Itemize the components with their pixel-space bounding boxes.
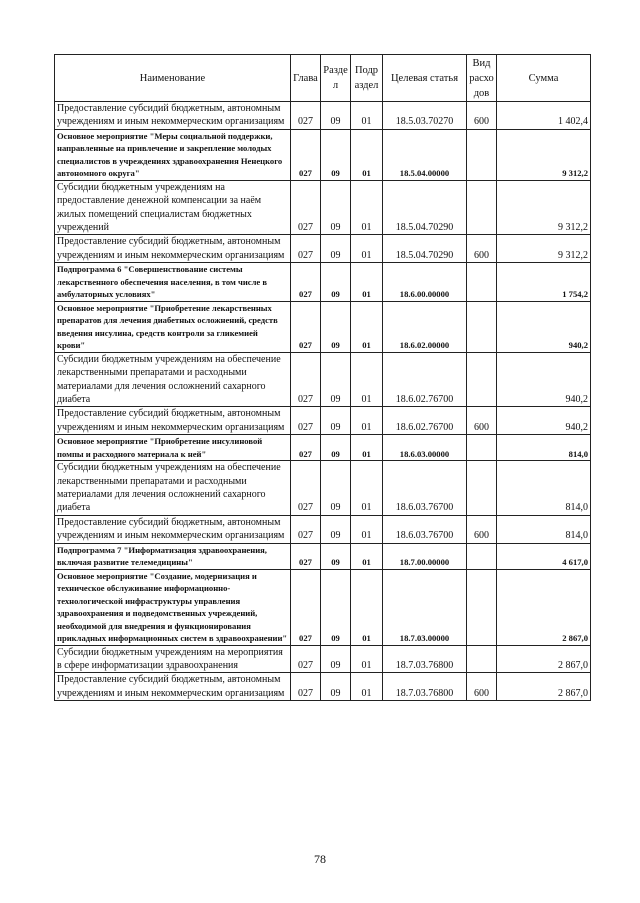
table-row bbox=[55, 180, 591, 235]
cell-name: Подпрограмма 6 "Совершенствование системы лекарственного обеспечения населения, в том числе в амбулаторных условиях" bbox=[55, 263, 291, 302]
cell-target: 18.6.00.00000 bbox=[383, 263, 467, 302]
table-row bbox=[55, 515, 591, 543]
cell-subsection: 01 bbox=[351, 129, 383, 180]
cell-section: 09 bbox=[321, 407, 351, 435]
table-body bbox=[55, 102, 591, 701]
cell-section: 09 bbox=[321, 515, 351, 543]
cell-name: Предоставление субсидий бюджетным, автономным учреждениям и иным некоммерческим организациям bbox=[55, 673, 291, 701]
cell-target: 18.5.04.70290 bbox=[383, 235, 467, 263]
table-row bbox=[55, 407, 591, 435]
table-row bbox=[55, 461, 591, 516]
cell-expense: 600 bbox=[467, 407, 497, 435]
cell-name: Подпрограмма 7 "Информатизация здравоохранения, включая развитие телемедицины" bbox=[55, 543, 291, 569]
cell-section: 09 bbox=[321, 673, 351, 701]
cell-target: 18.5.04.00000 bbox=[383, 129, 467, 180]
cell-subsection: 01 bbox=[351, 235, 383, 263]
cell-expense bbox=[467, 180, 497, 235]
cell-chapter: 027 bbox=[291, 435, 321, 461]
table-row bbox=[55, 263, 591, 302]
header-section: Разде л bbox=[321, 55, 351, 102]
cell-subsection: 01 bbox=[351, 407, 383, 435]
cell-expense: 600 bbox=[467, 235, 497, 263]
cell-name: Основное мероприятие "Создание, модернизация и техническое обслуживание информационно-технологической инфраструктуры управления здравоохранения и подведомственных учреждений, необходимой для внедрения и функционирования прикладных информационных систем в здравоохранении" bbox=[55, 569, 291, 645]
cell-section: 09 bbox=[321, 301, 351, 352]
cell-name: Субсидии бюджетным учреждениям на обеспечение лекарственными препаратами и расходными материалами для лечения осложнений сахарного диабета bbox=[55, 352, 291, 407]
cell-section: 09 bbox=[321, 180, 351, 235]
table-row bbox=[55, 569, 591, 645]
cell-subsection: 01 bbox=[351, 569, 383, 645]
cell-sum: 2 867,0 bbox=[497, 569, 591, 645]
cell-subsection: 01 bbox=[351, 645, 383, 673]
table-row bbox=[55, 435, 591, 461]
table-row bbox=[55, 102, 591, 130]
cell-section: 09 bbox=[321, 543, 351, 569]
header-target: Целевая статья bbox=[383, 55, 467, 102]
cell-section: 09 bbox=[321, 352, 351, 407]
cell-chapter: 027 bbox=[291, 102, 321, 130]
cell-chapter: 027 bbox=[291, 515, 321, 543]
cell-sum: 940,2 bbox=[497, 407, 591, 435]
cell-chapter: 027 bbox=[291, 263, 321, 302]
cell-subsection: 01 bbox=[351, 301, 383, 352]
cell-target: 18.6.03.76700 bbox=[383, 515, 467, 543]
budget-table bbox=[54, 54, 591, 701]
cell-target: 18.6.02.76700 bbox=[383, 352, 467, 407]
header-subsection: Подр аздел bbox=[351, 55, 383, 102]
cell-name: Предоставление субсидий бюджетным, автономным учреждениям и иным некоммерческим организациям bbox=[55, 407, 291, 435]
cell-sum: 814,0 bbox=[497, 461, 591, 516]
table-row bbox=[55, 543, 591, 569]
cell-expense: 600 bbox=[467, 673, 497, 701]
cell-chapter: 027 bbox=[291, 180, 321, 235]
cell-expense bbox=[467, 129, 497, 180]
cell-target: 18.5.04.70290 bbox=[383, 180, 467, 235]
cell-target: 18.6.02.76700 bbox=[383, 407, 467, 435]
cell-name: Субсидии бюджетным учреждениям на мероприятия в сфере информатизации здравоохранения bbox=[55, 645, 291, 673]
cell-expense bbox=[467, 569, 497, 645]
cell-expense bbox=[467, 263, 497, 302]
cell-name: Предоставление субсидий бюджетным, автономным учреждениям и иным некоммерческим организациям bbox=[55, 515, 291, 543]
cell-subsection: 01 bbox=[351, 435, 383, 461]
cell-subsection: 01 bbox=[351, 461, 383, 516]
header-chapter: Глава bbox=[291, 55, 321, 102]
cell-sum: 814,0 bbox=[497, 515, 591, 543]
cell-sum: 1 402,4 bbox=[497, 102, 591, 130]
cell-section: 09 bbox=[321, 235, 351, 263]
cell-name: Субсидии бюджетным учреждениям на предоставление денежной компенсации за наём жилых помещений специалистам бюджетных учреждений bbox=[55, 180, 291, 235]
cell-subsection: 01 bbox=[351, 673, 383, 701]
cell-name: Предоставление субсидий бюджетным, автономным учреждениям и иным некоммерческим организациям bbox=[55, 235, 291, 263]
cell-name: Основное мероприятие "Меры социальной поддержки, направленные на привлечение и закрепление молодых специалистов в учреждениях здравоохранения Ненецкого автономного округа" bbox=[55, 129, 291, 180]
cell-chapter: 027 bbox=[291, 301, 321, 352]
cell-sum: 1 754,2 bbox=[497, 263, 591, 302]
cell-name: Субсидии бюджетным учреждениям на обеспечение лекарственными препаратами и расходными материалами для лечения осложнений сахарного диабета bbox=[55, 461, 291, 516]
cell-chapter: 027 bbox=[291, 569, 321, 645]
cell-subsection: 01 bbox=[351, 102, 383, 130]
cell-subsection: 01 bbox=[351, 180, 383, 235]
table-row bbox=[55, 645, 591, 673]
cell-target: 18.5.03.70270 bbox=[383, 102, 467, 130]
cell-target: 18.6.03.00000 bbox=[383, 435, 467, 461]
table-row bbox=[55, 673, 591, 701]
header-sum: Сумма bbox=[497, 55, 591, 102]
cell-target: 18.6.03.76700 bbox=[383, 461, 467, 516]
cell-section: 09 bbox=[321, 263, 351, 302]
cell-section: 09 bbox=[321, 569, 351, 645]
cell-expense bbox=[467, 435, 497, 461]
cell-sum: 814,0 bbox=[497, 435, 591, 461]
cell-target: 18.7.00.00000 bbox=[383, 543, 467, 569]
table-row bbox=[55, 235, 591, 263]
cell-target: 18.7.03.00000 bbox=[383, 569, 467, 645]
cell-section: 09 bbox=[321, 645, 351, 673]
cell-name: Предоставление субсидий бюджетным, автономным учреждениям и иным некоммерческим организациям bbox=[55, 102, 291, 130]
cell-sum: 9 312,2 bbox=[497, 235, 591, 263]
cell-section: 09 bbox=[321, 102, 351, 130]
cell-target: 18.7.03.76800 bbox=[383, 673, 467, 701]
cell-subsection: 01 bbox=[351, 263, 383, 302]
table-row bbox=[55, 129, 591, 180]
cell-sum: 940,2 bbox=[497, 352, 591, 407]
cell-sum: 2 867,0 bbox=[497, 645, 591, 673]
cell-chapter: 027 bbox=[291, 407, 321, 435]
cell-target: 18.7.03.76800 bbox=[383, 645, 467, 673]
cell-name: Основное мероприятие "Приобретение лекарственных препаратов для лечения диабетных осложнений, средств введения инсулина, средств контроли за гликемией крови" bbox=[55, 301, 291, 352]
cell-section: 09 bbox=[321, 129, 351, 180]
cell-chapter: 027 bbox=[291, 235, 321, 263]
cell-chapter: 027 bbox=[291, 129, 321, 180]
header-expense: Вид расхо дов bbox=[467, 55, 497, 102]
cell-expense bbox=[467, 645, 497, 673]
cell-expense bbox=[467, 461, 497, 516]
cell-subsection: 01 bbox=[351, 352, 383, 407]
cell-section: 09 bbox=[321, 435, 351, 461]
cell-expense bbox=[467, 301, 497, 352]
cell-sum: 9 312,2 bbox=[497, 129, 591, 180]
cell-subsection: 01 bbox=[351, 515, 383, 543]
table-row bbox=[55, 352, 591, 407]
header-name: Наименование bbox=[55, 55, 291, 102]
cell-expense: 600 bbox=[467, 102, 497, 130]
cell-target: 18.6.02.00000 bbox=[383, 301, 467, 352]
cell-expense bbox=[467, 543, 497, 569]
cell-chapter: 027 bbox=[291, 673, 321, 701]
cell-expense bbox=[467, 352, 497, 407]
table-header-row bbox=[55, 55, 591, 102]
cell-sum: 2 867,0 bbox=[497, 673, 591, 701]
cell-chapter: 027 bbox=[291, 461, 321, 516]
cell-section: 09 bbox=[321, 461, 351, 516]
cell-expense: 600 bbox=[467, 515, 497, 543]
table-row bbox=[55, 301, 591, 352]
cell-sum: 940,2 bbox=[497, 301, 591, 352]
cell-chapter: 027 bbox=[291, 543, 321, 569]
cell-name: Основное мероприятие "Приобретение инсулиновой помпы и расходного материала к ней" bbox=[55, 435, 291, 461]
cell-chapter: 027 bbox=[291, 352, 321, 407]
cell-subsection: 01 bbox=[351, 543, 383, 569]
cell-sum: 4 617,0 bbox=[497, 543, 591, 569]
cell-sum: 9 312,2 bbox=[497, 180, 591, 235]
page-number: 78 bbox=[314, 852, 326, 866]
cell-chapter: 027 bbox=[291, 645, 321, 673]
